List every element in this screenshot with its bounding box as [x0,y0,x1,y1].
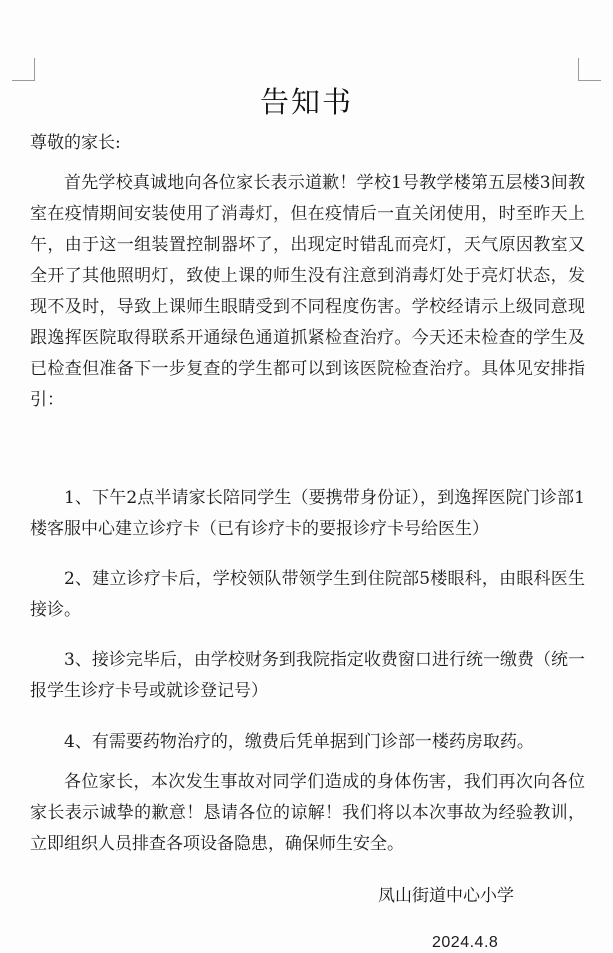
list-item: 3、接诊完毕后，由学校财务到我院指定收费窗口进行统一缴费（统一报学生诊疗卡号或就诊登记号） [30,650,585,701]
list-item: 2、建立诊疗卡后，学校领队带领学生到住院部5楼眼科，由眼科医生接诊。 [30,569,585,620]
paragraph-apology: 首先学校真诚地向各位家长表示道歉！学校1号教学楼第五层楼3间教室在疫情期间安装使用了消毒灯，但在疫情后一直关闭使用，时至昨天上午，由于这一组装置控制器坏了，出现定时错乱而亮灯，天气原因教室又全开了其他照明灯，致使上课的师生没有注意到消毒灯处于亮灯状态，发现不及时，导致上课师生眼睛受到不同程度伤害。学校经请示上级同意现跟逸挥医院取得联系开通绿色通道抓紧检查治疗。今天还未检查的学生及已检查但准备下一步复查的学生都可以到该医院检查治疗。具体见安排指引： [30,173,585,410]
document-title: 告知书 [259,85,353,119]
page-corner-mark-left [12,58,35,81]
signature-school-name: 凤山街道中心小学 [378,886,514,906]
document-date: 2024.4.8 [432,934,499,951]
list-item: 4、有需要药物治疗的，缴费后凭单据到门诊部一楼药房取药。 [64,732,534,752]
page-corner-mark-right [578,58,601,81]
list-item: 1、下午2点半请家长陪同学生（要携带身份证），到逸挥医院门诊部1楼客服中心建立诊疗卡（已有诊疗卡的要报诊疗卡号给医生） [30,488,585,539]
salutation: 尊敬的家长: [30,133,121,153]
paragraph-closing: 各位家长，本次发生事故对同学们造成的身体伤害，我们再次向各位家长表示诚挚的歉意！恳请各位的谅解！我们将以本次事故为经验教训，立即组织人员排查各项设备隐患，确保师生安全。 [30,772,585,854]
